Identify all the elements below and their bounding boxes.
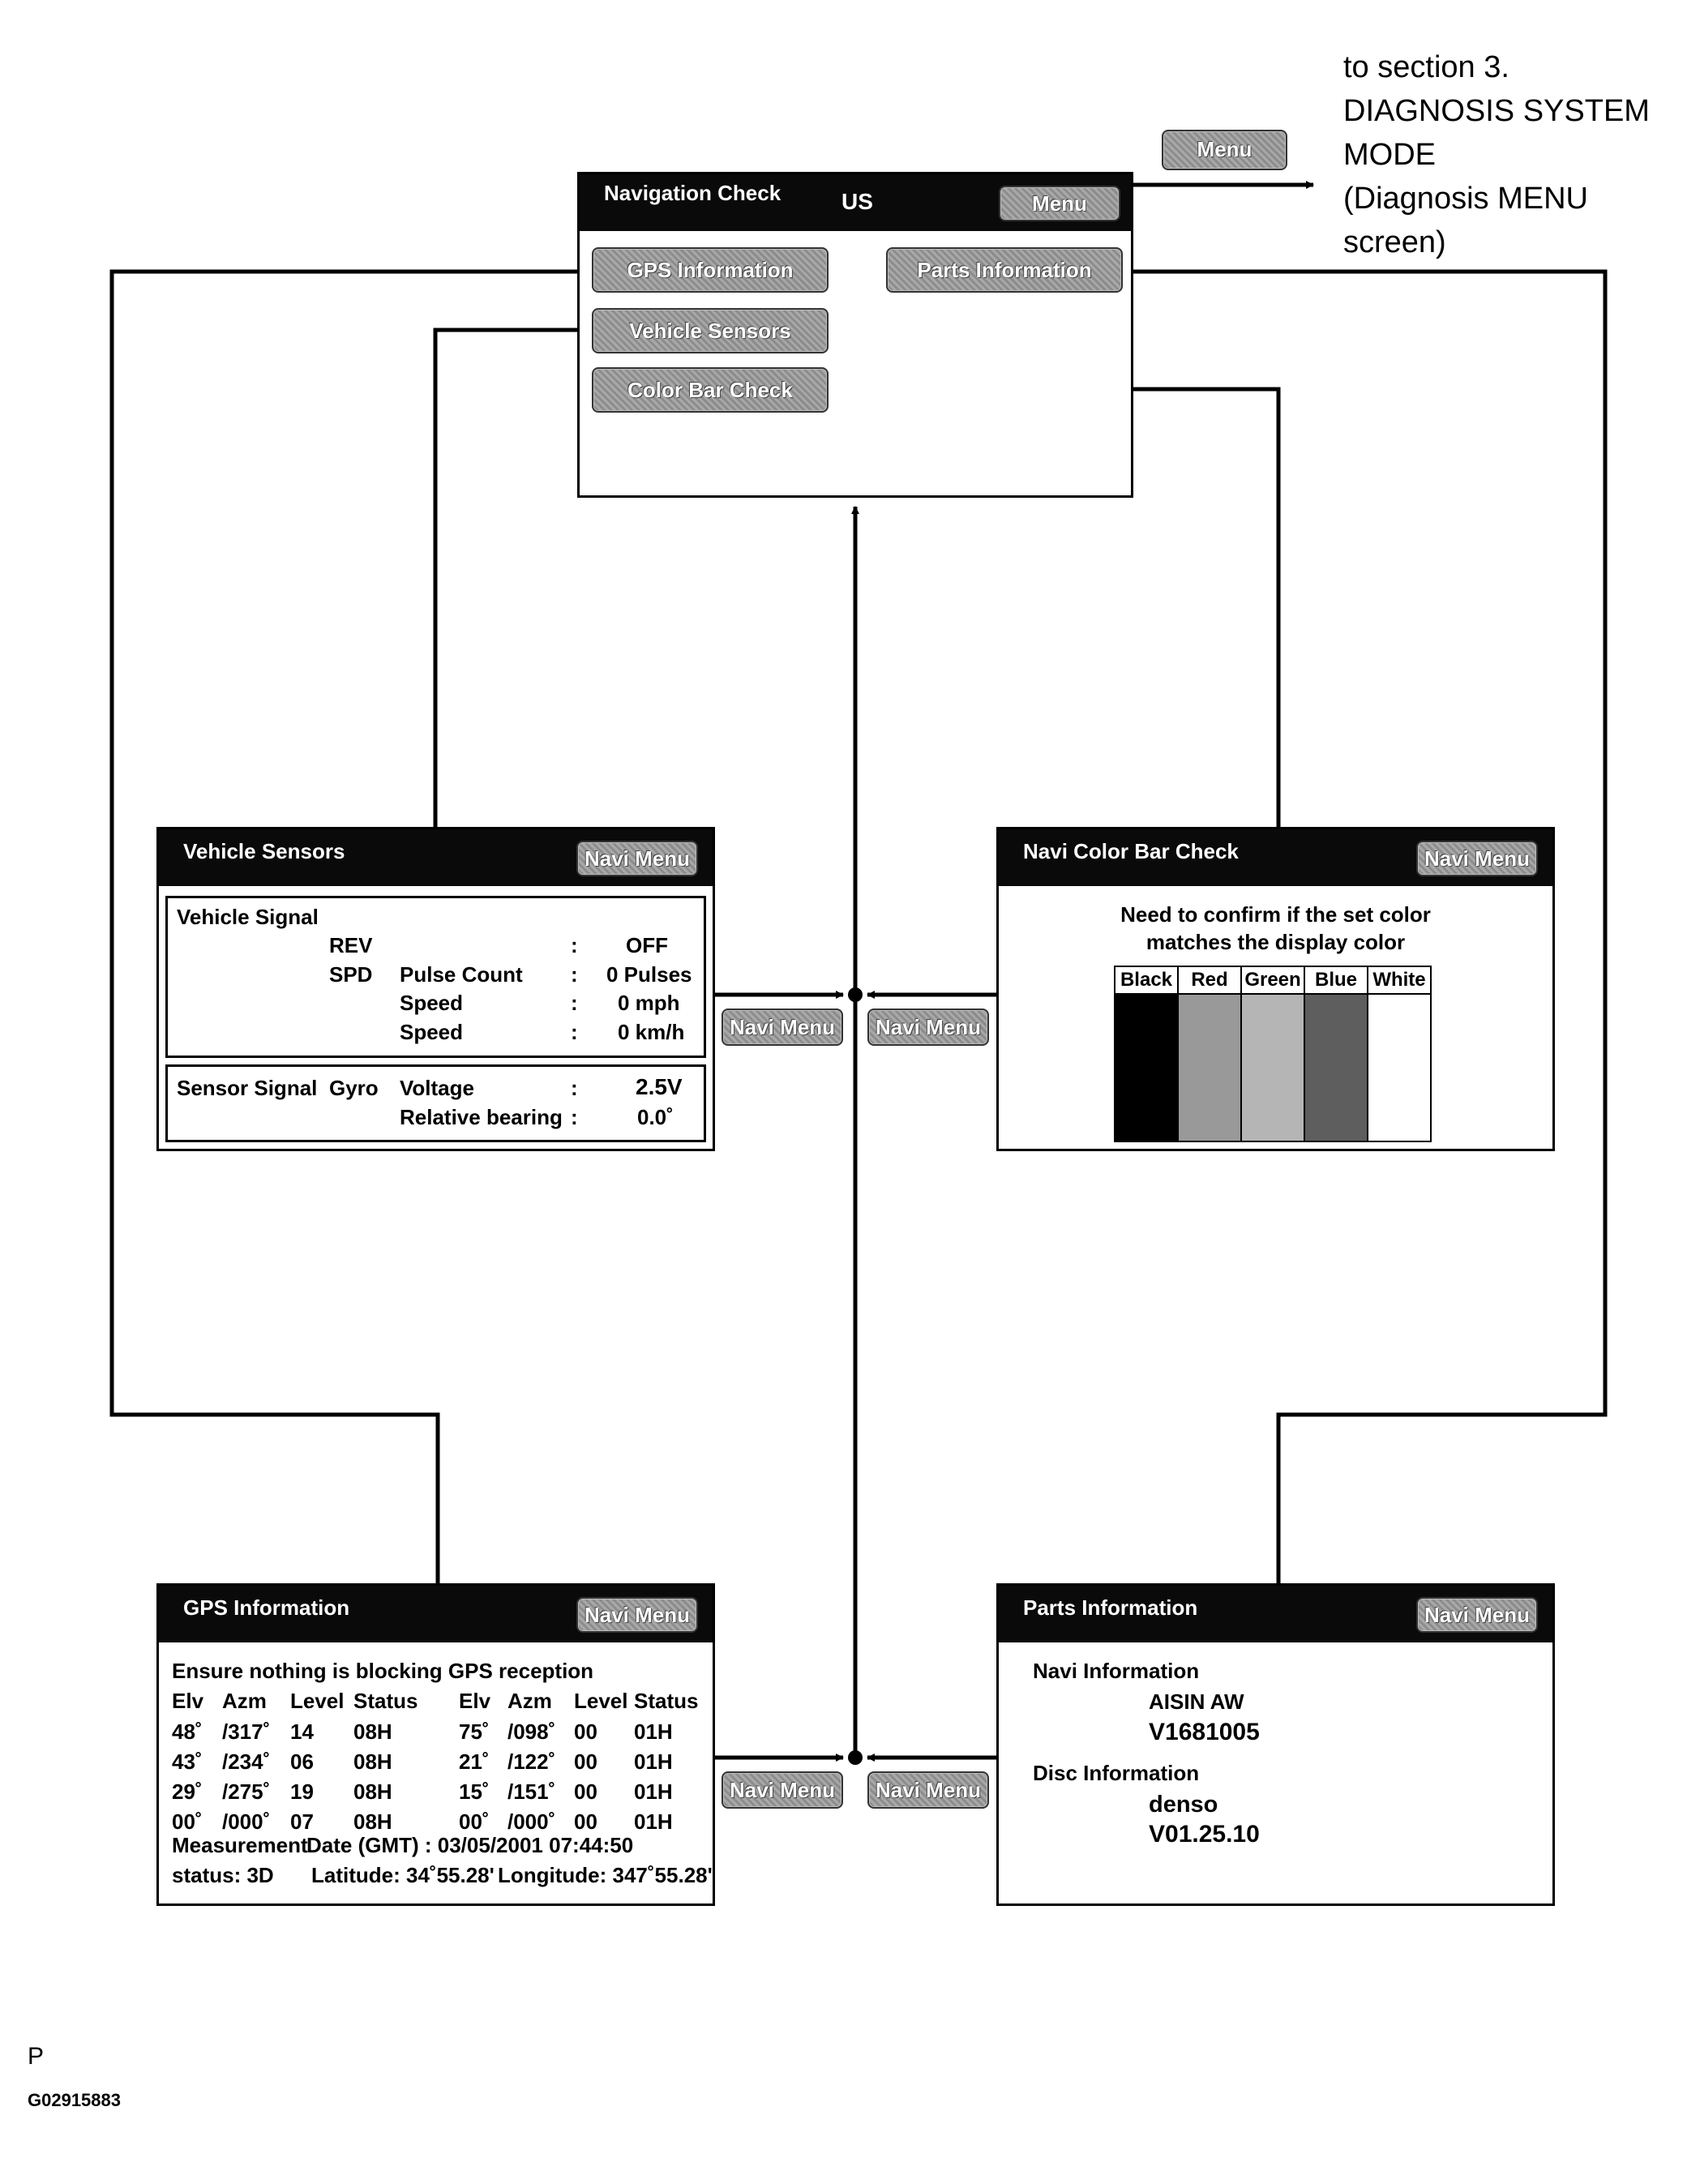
voltage-value: 2.5V xyxy=(636,1074,683,1099)
menu-button-outer[interactable]: Menu xyxy=(1162,130,1287,170)
gps-cell: 08H xyxy=(353,1749,392,1774)
confirm-text-line-1: Need to confirm if the set color xyxy=(1120,902,1431,927)
region-label: US xyxy=(841,189,873,214)
parts-information-screen xyxy=(996,1583,1555,1906)
swatch-blue xyxy=(1304,994,1368,1141)
voltage-colon: : xyxy=(571,1076,578,1100)
rev-label: REV xyxy=(329,933,373,957)
color-label-white: White xyxy=(1368,966,1431,994)
rev-colon: : xyxy=(571,933,578,957)
pulse-count-value: 0 Pulses xyxy=(606,962,692,987)
vehicle-sensors-screen xyxy=(156,827,715,1151)
side-note-line-2: DIAGNOSIS SYSTEM xyxy=(1343,94,1650,128)
side-note-line-3: MODE xyxy=(1343,138,1436,172)
gps-cell: /275˚ xyxy=(222,1779,271,1804)
speed-kmh-colon: : xyxy=(571,1020,578,1044)
gyro-label: Gyro xyxy=(329,1076,379,1100)
gps-cell: 00 xyxy=(574,1719,597,1744)
parts-titlebar xyxy=(999,1586,1552,1642)
color-label-black: Black xyxy=(1115,966,1178,994)
figure-code: G02915883 xyxy=(28,2090,121,2110)
gps-cell: 00˚ xyxy=(459,1809,490,1834)
gps-notice: Ensure nothing is blocking GPS reception xyxy=(172,1659,594,1683)
gps-cell: /098˚ xyxy=(507,1719,556,1744)
gps-titlebar xyxy=(159,1586,713,1642)
screen-title: Navi Color Bar Check xyxy=(1023,839,1239,863)
color-label-red: Red xyxy=(1178,966,1241,994)
navigation-check-screen xyxy=(577,172,1133,498)
disc-maker: denso xyxy=(1149,1792,1218,1818)
gps-header-cell: Level xyxy=(290,1689,345,1713)
gps-cell: /151˚ xyxy=(507,1779,556,1804)
screen-title: GPS Information xyxy=(183,1595,350,1620)
speed-mph-label: Speed xyxy=(400,991,464,1015)
gps-cell: 15˚ xyxy=(459,1779,490,1804)
color-bar-check-button[interactable]: Color Bar Check xyxy=(592,367,829,413)
gps-header-cell: Azm xyxy=(507,1689,552,1713)
disc-information-label: Disc Information xyxy=(1033,1761,1200,1785)
gps-cell: 19 xyxy=(290,1779,314,1804)
side-note-line-1: to section 3. xyxy=(1343,50,1509,84)
gps-header-cell: Elv xyxy=(172,1689,204,1713)
upper-junction xyxy=(848,987,863,1002)
gps-cell: /000˚ xyxy=(507,1809,556,1834)
relative-bearing-value: 0.0˚ xyxy=(637,1105,674,1129)
menu-button[interactable]: Menu xyxy=(999,186,1120,221)
measurement-label: Measurement xyxy=(172,1833,308,1857)
gps-status: status: 3D xyxy=(172,1863,274,1887)
pulse-count-colon: : xyxy=(571,962,578,987)
navi-color-bar-check-screen xyxy=(996,827,1555,1151)
navi-menu-button-upper-right[interactable]: Navi Menu xyxy=(867,1008,989,1046)
side-note-line-4: (Diagnosis MENU xyxy=(1343,182,1588,216)
relative-bearing-label: Relative bearing xyxy=(400,1105,563,1129)
gps-cell: 14 xyxy=(290,1719,314,1744)
gps-cell: 29˚ xyxy=(172,1779,203,1804)
gps-cell: 01H xyxy=(634,1749,673,1774)
gps-information-screen xyxy=(156,1583,715,1906)
rev-value: OFF xyxy=(626,933,668,957)
disc-version: V01.25.10 xyxy=(1149,1821,1260,1848)
vehicle-sensors-button[interactable]: Vehicle Sensors xyxy=(592,308,829,353)
swatch-black xyxy=(1115,994,1178,1141)
measurement-date: Date (GMT) : 03/05/2001 07:44:50 xyxy=(306,1833,634,1857)
gps-cell: 48˚ xyxy=(172,1719,203,1744)
spd-label: SPD xyxy=(329,962,373,987)
gps-latitude: Latitude: 34˚55.28' xyxy=(311,1863,495,1887)
gps-cell: 00˚ xyxy=(172,1809,203,1834)
gps-cell: /234˚ xyxy=(222,1749,271,1774)
voltage-label: Voltage xyxy=(400,1076,474,1100)
swatch-red xyxy=(1178,994,1241,1141)
swatch-green xyxy=(1241,994,1304,1141)
gps-header-cell: Azm xyxy=(222,1689,267,1713)
speed-mph-colon: : xyxy=(571,991,578,1015)
gps-cell: 08H xyxy=(353,1779,392,1804)
navi-menu-button[interactable]: Navi Menu xyxy=(1416,841,1538,876)
gps-cell: 08H xyxy=(353,1719,392,1744)
navi-menu-button[interactable]: Navi Menu xyxy=(576,1597,698,1633)
gps-cell: 01H xyxy=(634,1719,673,1744)
relative-bearing-colon: : xyxy=(571,1105,578,1129)
gps-cell: 21˚ xyxy=(459,1749,490,1774)
pulse-count-label: Pulse Count xyxy=(400,962,523,987)
gps-cell: 01H xyxy=(634,1779,673,1804)
gps-longitude: Longitude: 347˚55.28' xyxy=(498,1863,713,1887)
gps-header-cell: Level xyxy=(574,1689,628,1713)
gps-header-cell: Status xyxy=(353,1689,418,1713)
navi-menu-button-lower-left[interactable]: Navi Menu xyxy=(722,1771,843,1809)
gps-cell: 01H xyxy=(634,1809,673,1834)
footer-letter: P xyxy=(28,2043,45,2070)
gps-information-button[interactable]: GPS Information xyxy=(592,247,829,293)
speed-mph-value: 0 mph xyxy=(618,991,680,1015)
gps-cell: 43˚ xyxy=(172,1749,203,1774)
gps-cell: 75˚ xyxy=(459,1719,490,1744)
gps-header-cell: Elv xyxy=(459,1689,491,1713)
navi-information-label: Navi Information xyxy=(1033,1659,1200,1683)
sensor-signal-label: Sensor Signal xyxy=(177,1076,318,1100)
navi-menu-button[interactable]: Navi Menu xyxy=(1416,1597,1538,1633)
lower-junction xyxy=(848,1750,863,1765)
navi-menu-button-lower-right[interactable]: Navi Menu xyxy=(867,1771,989,1809)
color-bar-titlebar xyxy=(999,829,1552,886)
navi-version: V1681005 xyxy=(1149,1719,1260,1745)
navi-menu-button[interactable]: Navi Menu xyxy=(576,841,698,876)
gps-cell: 00 xyxy=(574,1749,597,1774)
speed-kmh-value: 0 km/h xyxy=(618,1020,685,1044)
navigation-check-titlebar xyxy=(580,174,1131,231)
screen-title: Navigation Check xyxy=(604,181,781,205)
screen-title: Parts Information xyxy=(1023,1595,1198,1620)
vehicle-signal-label: Vehicle Signal xyxy=(177,905,319,929)
gps-cell: /000˚ xyxy=(222,1809,271,1834)
gps-cell: 07 xyxy=(290,1809,314,1834)
gps-cell: 00 xyxy=(574,1809,597,1834)
gps-cell: /317˚ xyxy=(222,1719,271,1744)
gps-cell: /122˚ xyxy=(507,1749,556,1774)
side-note-line-5: screen) xyxy=(1343,225,1446,259)
vehicle-link xyxy=(435,330,588,835)
navi-maker: AISIN AW xyxy=(1149,1689,1244,1714)
gps-cell: 08H xyxy=(353,1809,392,1834)
color-label-blue: Blue xyxy=(1304,966,1368,994)
color-bar-table xyxy=(1114,966,1432,1142)
speed-kmh-label: Speed xyxy=(400,1020,464,1044)
gps-cell: 00 xyxy=(574,1779,597,1804)
parts-information-button[interactable]: Parts Information xyxy=(886,247,1123,293)
gps-header-cell: Status xyxy=(634,1689,699,1713)
confirm-text-line-2: matches the display color xyxy=(1145,930,1406,954)
navi-menu-button-upper-left[interactable]: Navi Menu xyxy=(722,1008,843,1046)
screen-title: Vehicle Sensors xyxy=(183,839,345,863)
swatch-white xyxy=(1368,994,1431,1141)
color-label-green: Green xyxy=(1241,966,1304,994)
gps-cell: 06 xyxy=(290,1749,314,1774)
vehicle-sensors-titlebar xyxy=(159,829,713,886)
